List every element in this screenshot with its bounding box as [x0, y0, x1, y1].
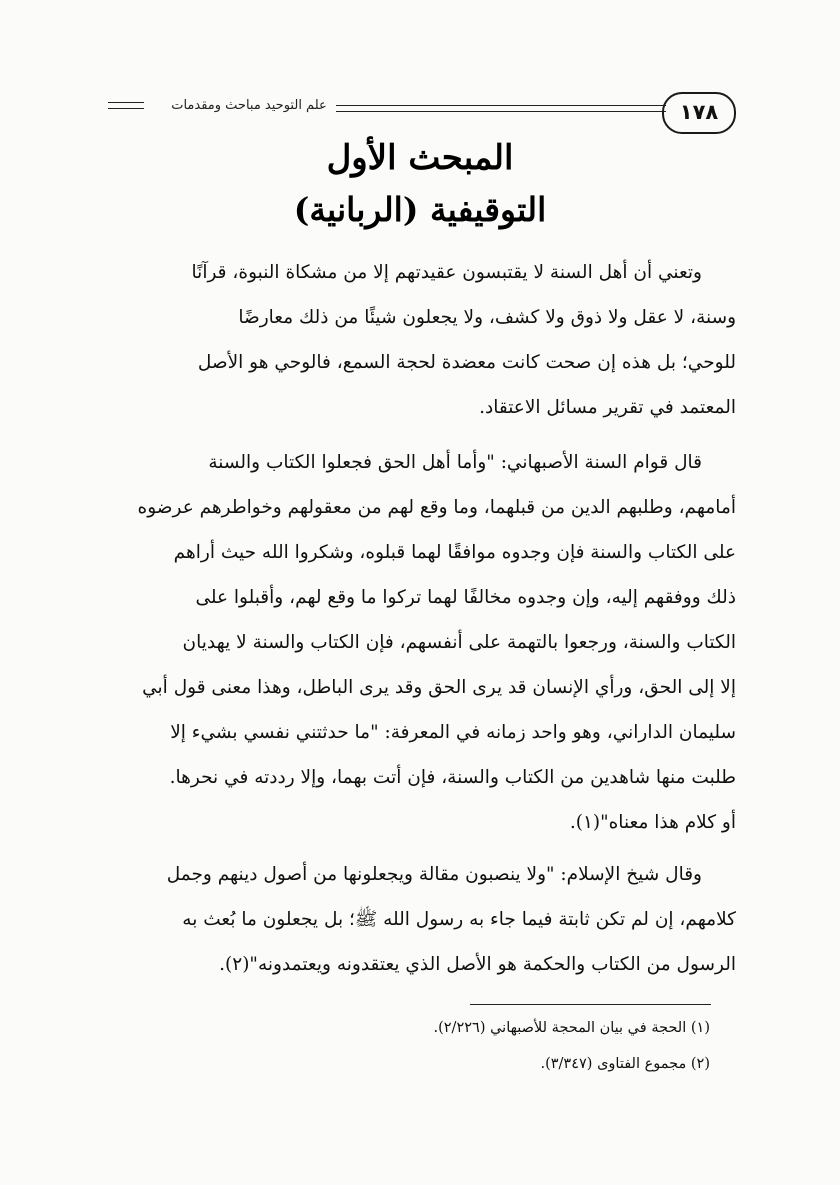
section-heading: المبحث الأول	[326, 138, 514, 178]
page-header	[108, 92, 736, 132]
text-line: أو كلام هذا معناه"(١).	[569, 812, 736, 833]
footnote-1: (١) الحجة في بيان المحجة للأصبهاني (٢/٢٢٦).	[433, 1020, 710, 1036]
text-line: للوحي؛ بل هذه إن صحت كانت معضدة لحجة السمع، فالوحي هو الأصل	[197, 352, 736, 373]
text-line: إلا إلى الحق، ورأي الإنسان قد يرى الحق وقد يرى الباطل، وهذا معنى قول أبي	[142, 677, 736, 698]
footnote-2: (٢) مجموع الفتاوى (٣/٣٤٧).	[540, 1056, 710, 1072]
paragraph-1	[104, 250, 736, 430]
text-line: وسنة، لا عقل ولا ذوق ولا كشف، ولا يجعلون شيئًا من ذلك معارضًا	[238, 307, 736, 328]
paragraph-2	[104, 440, 736, 845]
book-title: علم التوحيد مباحث ومقدمات	[171, 98, 327, 113]
section-subheading: التوقيفية (الربانية)	[293, 190, 547, 229]
text-line: سليمان الداراني، وهو واحد زمانه في المعرفة: "ما حدثتني نفسي بشيء إلا	[170, 722, 736, 743]
text-line: طلبت منها شاهدين من الكتاب والسنة، فإن أتت بهما، وإلا رددته في نحرها.	[169, 767, 736, 788]
text-line: قال قوام السنة الأصبهاني: "وأما أهل الحق فجعلوا الكتاب والسنة	[208, 452, 702, 473]
header-rule-long-bottom	[336, 111, 666, 112]
text-line: أمامهم، وطلبهم الدين من قبلهما، وما وقع لهم من معقولهم وخواطرهم عرضوه	[137, 497, 736, 518]
text-line: كلامهم، إن لم تكن ثابتة فيما جاء به رسول الله ﷺ؛ بل يجعلون ما بُعث به	[182, 909, 736, 930]
text-line: وتعني أن أهل السنة لا يقتبسون عقيدتهم إلا من مشكاة النبوة، قرآنًا	[191, 262, 702, 283]
header-rule-short-bottom	[108, 108, 144, 109]
text-line: ذلك ووفقهم إليه، وإن وجدوه مخالفًا لهما تركوا ما وقع لهم، وأقبلوا على	[195, 587, 736, 608]
page-number: ١٧٨	[662, 92, 736, 134]
text-line: على الكتاب والسنة فإن وجدوه موافقًا لهما قبلوه، وشكروا الله حيث أراهم	[173, 542, 736, 563]
header-rule-short-top	[108, 102, 144, 103]
text-line: الرسول من الكتاب والحكمة هو الأصل الذي يعتقدونه ويعتمدونه"(٢).	[219, 954, 736, 975]
text-line: المعتمد في تقرير مسائل الاعتقاد.	[479, 397, 736, 418]
text-line: وقال شيخ الإسلام: "ولا ينصبون مقالة ويجعلونها من أصول دينهم وجمل	[166, 864, 702, 885]
text-line: الكتاب والسنة، ورجعوا بالتهمة على أنفسهم، فإن الكتاب والسنة لا يهديان	[182, 632, 736, 653]
paragraph-3	[104, 852, 736, 987]
footnote-separator	[470, 1004, 711, 1005]
header-rule-long-top	[336, 105, 666, 106]
